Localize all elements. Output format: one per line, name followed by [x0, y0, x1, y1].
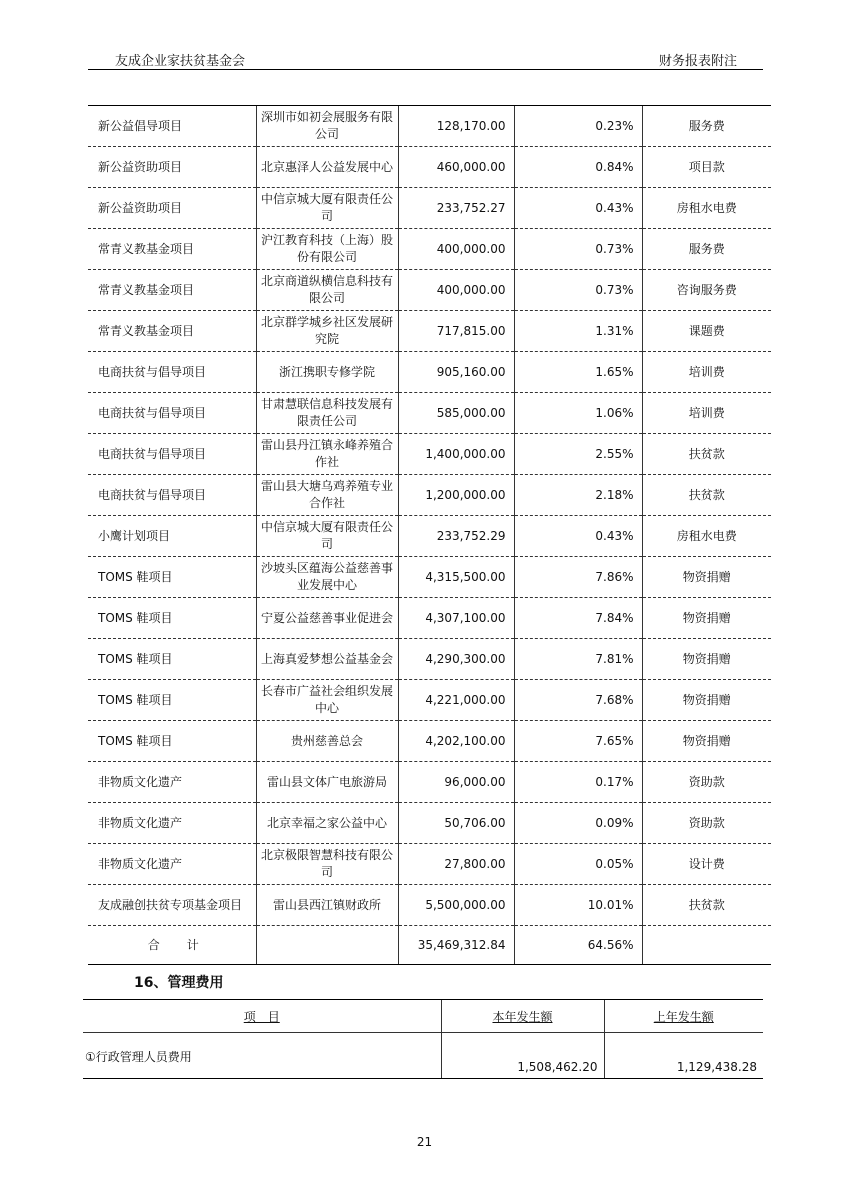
cell-recipient: 深圳市如初会展服务有限公司: [256, 106, 398, 147]
cell-percent: 0.43%: [514, 188, 642, 229]
total-percent: 64.56%: [514, 926, 642, 965]
table-row: [88, 557, 771, 598]
table-row: [88, 475, 771, 516]
table-row: [88, 598, 771, 639]
cell-project: TOMS 鞋项目: [88, 721, 256, 762]
cell-recipient: 上海真爱梦想公益基金会: [256, 639, 398, 680]
cell-category: 咨询服务费: [642, 270, 771, 311]
column-header-item: 项 目: [83, 1000, 441, 1033]
cell-project: 非物质文化遗产: [88, 803, 256, 844]
cell-recipient: 中信京城大厦有限责任公司: [256, 516, 398, 557]
total-recipient-cell: [256, 926, 398, 965]
cell-category: 房租水电费: [642, 516, 771, 557]
page-number: 21: [416, 1135, 433, 1149]
cell-category: 物资捐赠: [642, 557, 771, 598]
cell-percent: 7.68%: [514, 680, 642, 721]
column-header-current-year: 本年发生额: [441, 1000, 604, 1033]
cell-amount: 50,706.00: [398, 803, 514, 844]
total-row: [88, 926, 771, 965]
total-amount: 35,469,312.84: [398, 926, 514, 965]
management-row: [83, 1033, 763, 1079]
cell-recipient: 甘肃慧联信息科技发展有限责任公司: [256, 393, 398, 434]
cell-project: 电商扶贫与倡导项目: [88, 434, 256, 475]
cell-percent: 1.31%: [514, 311, 642, 352]
table-row: [88, 434, 771, 475]
cell-category: 房租水电费: [642, 188, 771, 229]
cell-amount: 1,400,000.00: [398, 434, 514, 475]
table-row: [88, 188, 771, 229]
cell-recipient: 雷山县西江镇财政所: [256, 885, 398, 926]
organization-name: 友成企业家扶贫基金会: [115, 54, 246, 69]
cell-category: 培训费: [642, 393, 771, 434]
table-row: [88, 106, 771, 147]
cell-project: TOMS 鞋项目: [88, 557, 256, 598]
cell-project: TOMS 鞋项目: [88, 598, 256, 639]
cell-percent: 0.73%: [514, 229, 642, 270]
cell-project: 非物质文化遗产: [88, 844, 256, 885]
cell-recipient: 北京群学城乡社区发展研究院: [256, 311, 398, 352]
table-row: [88, 762, 771, 803]
total-label: 合 计: [88, 926, 256, 965]
table-row: [88, 311, 771, 352]
cell-recipient: 长春市广益社会组织发展中心: [256, 680, 398, 721]
cell-recipient: 中信京城大厦有限责任公司: [256, 188, 398, 229]
document-title: 财务报表附注: [658, 54, 737, 69]
cell-amount: 128,170.00: [398, 106, 514, 147]
table-row: [88, 639, 771, 680]
cell-project: 小鹰计划项目: [88, 516, 256, 557]
table-row: [88, 352, 771, 393]
cell-recipient: 雷山县丹江镇永峰养殖合作社: [256, 434, 398, 475]
cell-recipient: 贵州慈善总会: [256, 721, 398, 762]
cell-percent: 7.81%: [514, 639, 642, 680]
cell-amount: 27,800.00: [398, 844, 514, 885]
cell-project: 新公益资助项目: [88, 147, 256, 188]
column-header-previous-year: 上年发生额: [604, 1000, 763, 1033]
cell-category: 物资捐赠: [642, 598, 771, 639]
cell-percent: 7.84%: [514, 598, 642, 639]
cell-percent: 0.73%: [514, 270, 642, 311]
cell-amount: 233,752.29: [398, 516, 514, 557]
cell-amount: 233,752.27: [398, 188, 514, 229]
cell-category: 项目款: [642, 147, 771, 188]
cell-category: 扶贫款: [642, 434, 771, 475]
cell-recipient: 宁夏公益慈善事业促进会: [256, 598, 398, 639]
header-divider: [88, 69, 763, 70]
cell-category: 物资捐赠: [642, 639, 771, 680]
cell-percent: 2.55%: [514, 434, 642, 475]
cell-recipient: 雷山县文体广电旅游局: [256, 762, 398, 803]
cell-amount: 4,307,100.00: [398, 598, 514, 639]
cell-project: 电商扶贫与倡导项目: [88, 475, 256, 516]
cell-project: 常青义教基金项目: [88, 311, 256, 352]
cell-amount: 4,290,300.00: [398, 639, 514, 680]
cell-category: 课题费: [642, 311, 771, 352]
cell-percent: 1.06%: [514, 393, 642, 434]
cell-percent: 0.17%: [514, 762, 642, 803]
cell-project: TOMS 鞋项目: [88, 639, 256, 680]
expense-detail-body: [88, 106, 771, 965]
cell-amount: 1,200,000.00: [398, 475, 514, 516]
cell-recipient: 北京商道纵横信息科技有限公司: [256, 270, 398, 311]
cell-category: 扶贫款: [642, 475, 771, 516]
cell-project: 常青义教基金项目: [88, 270, 256, 311]
cell-percent: 0.23%: [514, 106, 642, 147]
table-row: [88, 803, 771, 844]
cell-percent: 7.65%: [514, 721, 642, 762]
cell-amount: 400,000.00: [398, 229, 514, 270]
management-header-row: [83, 1000, 763, 1033]
cell-amount: 4,202,100.00: [398, 721, 514, 762]
cell-project: 新公益倡导项目: [88, 106, 256, 147]
cell-percent: 7.86%: [514, 557, 642, 598]
cell-amount: 5,500,000.00: [398, 885, 514, 926]
cell-project: TOMS 鞋项目: [88, 680, 256, 721]
total-category-cell: [642, 926, 771, 965]
cell-amount: 905,160.00: [398, 352, 514, 393]
cell-amount: 460,000.00: [398, 147, 514, 188]
cell-amount: 585,000.00: [398, 393, 514, 434]
management-row-current: 1,508,462.20: [441, 1033, 604, 1079]
table-row: [88, 721, 771, 762]
cell-category: 物资捐赠: [642, 680, 771, 721]
table-row: [88, 680, 771, 721]
cell-amount: 4,221,000.00: [398, 680, 514, 721]
cell-recipient: 浙江携职专修学院: [256, 352, 398, 393]
cell-percent: 2.18%: [514, 475, 642, 516]
cell-category: 设计费: [642, 844, 771, 885]
table-row: [88, 270, 771, 311]
cell-percent: 0.84%: [514, 147, 642, 188]
cell-recipient: 北京惠泽人公益发展中心: [256, 147, 398, 188]
cell-project: 新公益资助项目: [88, 188, 256, 229]
table-row: [88, 844, 771, 885]
cell-category: 服务费: [642, 229, 771, 270]
cell-category: 资助款: [642, 762, 771, 803]
cell-project: 友成融创扶贫专项基金项目: [88, 885, 256, 926]
table-row: [88, 393, 771, 434]
cell-recipient: 北京幸福之家公益中心: [256, 803, 398, 844]
cell-recipient: 沙坡头区蕴海公益慈善事业发展中心: [256, 557, 398, 598]
cell-project: 非物质文化遗产: [88, 762, 256, 803]
cell-project: 常青义教基金项目: [88, 229, 256, 270]
section-title-management-expenses: 16、管理费用: [134, 975, 224, 991]
cell-category: 培训费: [642, 352, 771, 393]
management-row-item: ①行政管理人员费用: [83, 1033, 441, 1079]
cell-percent: 0.09%: [514, 803, 642, 844]
cell-recipient: 雷山县大塘乌鸡养殖专业合作社: [256, 475, 398, 516]
table-row: [88, 147, 771, 188]
cell-project: 电商扶贫与倡导项目: [88, 352, 256, 393]
cell-recipient: 沪江教育科技（上海）股份有限公司: [256, 229, 398, 270]
expense-detail-table: [88, 105, 771, 965]
cell-percent: 0.43%: [514, 516, 642, 557]
cell-project: 电商扶贫与倡导项目: [88, 393, 256, 434]
management-row-previous: 1,129,438.28: [604, 1033, 763, 1079]
table-row: [88, 229, 771, 270]
cell-amount: 717,815.00: [398, 311, 514, 352]
table-row: [88, 516, 771, 557]
cell-amount: 4,315,500.00: [398, 557, 514, 598]
cell-percent: 1.65%: [514, 352, 642, 393]
management-expenses-table: [83, 999, 763, 1079]
cell-category: 资助款: [642, 803, 771, 844]
cell-amount: 400,000.00: [398, 270, 514, 311]
cell-amount: 96,000.00: [398, 762, 514, 803]
cell-recipient: 北京极限智慧科技有限公司: [256, 844, 398, 885]
table-row: [88, 885, 771, 926]
cell-category: 服务费: [642, 106, 771, 147]
cell-percent: 10.01%: [514, 885, 642, 926]
cell-category: 物资捐赠: [642, 721, 771, 762]
cell-percent: 0.05%: [514, 844, 642, 885]
cell-category: 扶贫款: [642, 885, 771, 926]
